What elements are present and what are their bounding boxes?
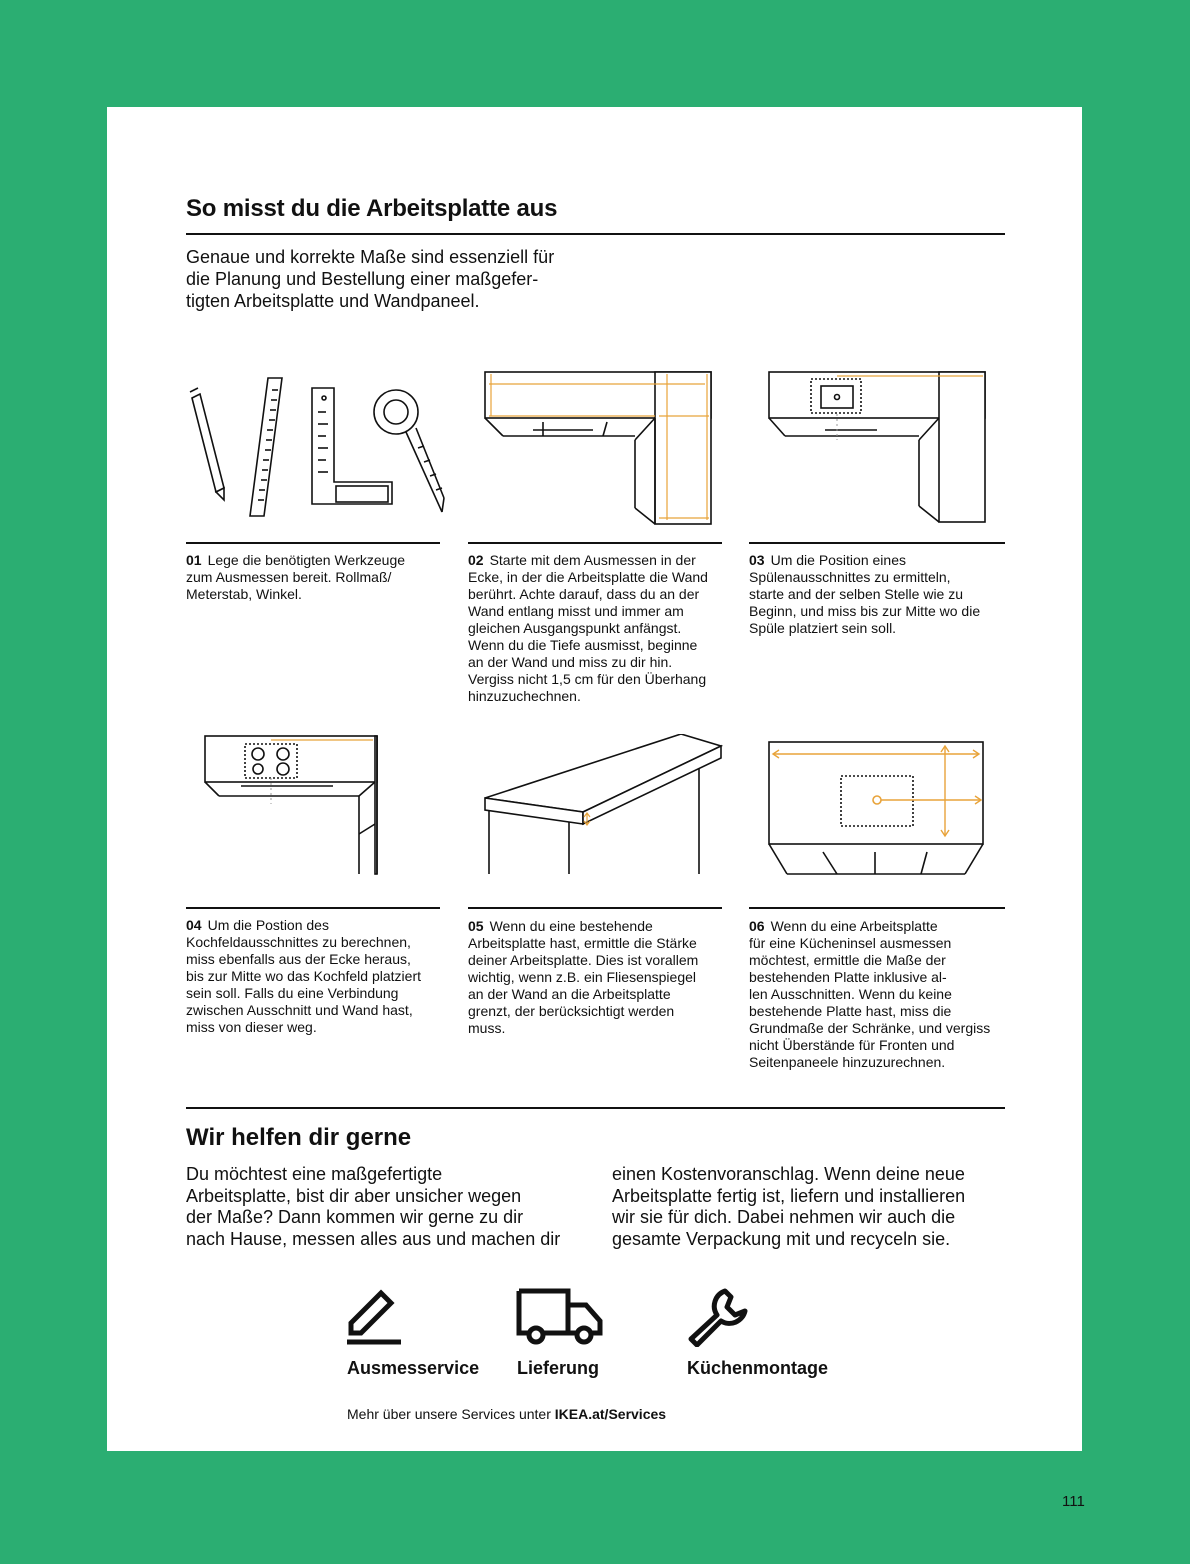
truck-icon xyxy=(516,1287,604,1347)
island-illustration xyxy=(767,740,989,876)
step-number: 04 xyxy=(186,917,202,933)
sink-position-illustration xyxy=(767,370,989,528)
step-04 xyxy=(186,917,442,1036)
page-sheet xyxy=(107,107,1082,1451)
wrench-icon xyxy=(687,1285,749,1347)
step-number: 01 xyxy=(186,552,202,568)
step-06 xyxy=(749,918,1005,1071)
cooktop-position-illustration xyxy=(203,734,383,876)
step-05 xyxy=(468,918,724,1037)
step-number: 05 xyxy=(468,918,484,934)
help-text-right: einen Kostenvoranschlag. Wenn deine neue Arbeitsplatte fertig ist, liefern und installieren wir sie für dich. Dabei nehmen wir auch die gesamte Verpackung mit und recyceln sie. xyxy=(612,1164,966,1249)
tools-illustration xyxy=(186,372,446,520)
step-06-divider xyxy=(749,907,1005,909)
step-05-divider xyxy=(468,907,722,909)
step-02 xyxy=(468,552,724,705)
help-text-left: Du möchtest eine maßgefertigte Arbeitsplatte, bist dir aber unsicher wegen der Maße? Dann kommen wir gerne zu dir nach Hause, messen alles aus und machen dir xyxy=(186,1164,561,1249)
service-label-ausmesservice: Ausmesservice xyxy=(347,1358,480,1378)
pencil-drawing xyxy=(190,388,224,500)
step-04-divider xyxy=(186,907,440,909)
step-01 xyxy=(186,552,442,603)
service-lieferung[interactable] xyxy=(516,1287,604,1352)
service-kuechenmontage[interactable] xyxy=(687,1285,749,1352)
step-02-divider xyxy=(468,542,722,544)
help-divider xyxy=(186,1107,1005,1109)
title-divider xyxy=(186,233,1005,235)
services-footnote xyxy=(347,1406,666,1422)
step-text: Um die Postion des Kochfeldausschnittes zu berechnen, miss ebenfalls aus der Ecke heraus, bis zur Mitte wo das Kochfeld platziert sein soll. Falls du eine Verbindung zwischen Ausschnitt und Wand hast, miss von dieser weg. xyxy=(186,917,421,1035)
pencil-icon xyxy=(347,1287,407,1347)
l-countertop-illustration xyxy=(483,370,713,530)
step-number: 03 xyxy=(749,552,765,568)
page-number: 111 xyxy=(1062,1493,1085,1510)
step-number: 02 xyxy=(468,552,484,568)
step-text: Starte mit dem Ausmessen in der Ecke, in der die Arbeitsplatte die Wand berührt. Achte darauf, dass du an der Wand entlang misst und immer am gleichen Ausgangspunkt anfängst. Wenn du die Tiefe ausmisst, beginne an der Wand und miss zu dir hin. Vergiss nicht 1,5 cm für den Überhang hinzuzuchechnen. xyxy=(468,552,708,704)
step-text: Wenn du eine Arbeitsplatte für eine Kücheninsel ausmessen möchtest, ermittle die Maße der bestehenden Platte inklusive al- len Ausschnitten. Wenn du keine bestehende Platte hast, miss die Grundmaße der Schränke, und vergiss nicht Überstände für Fronten und Seitenpaneele hinzuzurechnen. xyxy=(749,918,991,1070)
step-text: Wenn du eine bestehende Arbeitsplatte hast, ermittle die Stärke deiner Arbeitsplatte. Dies ist vorallem wichtig, wenn z.B. ein Fliesenspiegel an der Wand an die Arbeitsplatte grenzt, der berücksichtigt werden muss. xyxy=(468,918,699,1036)
service-ausmesservice[interactable] xyxy=(347,1287,407,1352)
step-number: 06 xyxy=(749,918,765,934)
service-label-lieferung: Lieferung xyxy=(517,1358,600,1378)
thickness-illustration xyxy=(483,734,723,876)
footnote-text: Mehr über unsere Services unter xyxy=(347,1406,555,1422)
services-link[interactable]: IKEA.at/Services xyxy=(554,1406,667,1422)
step-text: Um die Position eines Spülenausschnittes zu ermitteln, starte and der selben Stelle wie zu Beginn, und miss bis zur Mitte wo die Spüle platziert sein soll. xyxy=(749,552,981,636)
step-01-divider xyxy=(186,542,440,544)
intro-text: Genaue und korrekte Maße sind essenziell für die Planung und Bestellung einer maßgefer- tigten Arbeitsplatte und Wandpaneel. xyxy=(186,247,555,311)
help-title: Wir helfen dir gerne xyxy=(186,1124,412,1151)
step-03 xyxy=(749,552,1005,637)
service-label-kuechenmontage: Küchenmontage xyxy=(687,1358,829,1378)
step-text: Lege die benötigten Werkzeuge zum Ausmessen bereit. Rollmaß/ Meterstab, Winkel. xyxy=(186,552,406,602)
step-03-divider xyxy=(749,542,1005,544)
ruler-drawing xyxy=(250,378,282,516)
page-title: So misst du die Arbeitsplatte aus xyxy=(186,195,558,222)
